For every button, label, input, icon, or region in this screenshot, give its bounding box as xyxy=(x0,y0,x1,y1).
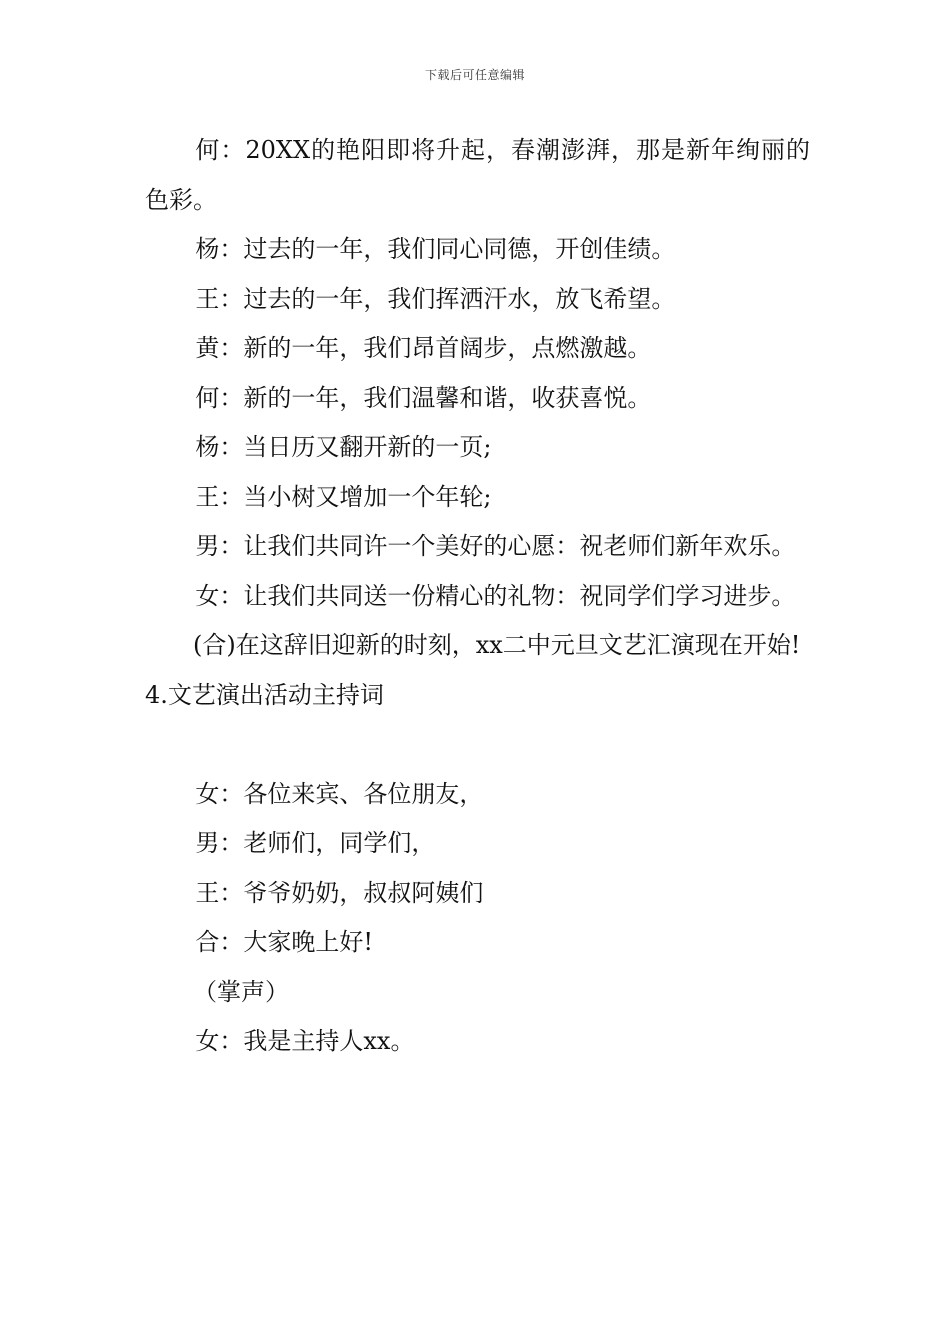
dialogue-line: 黄：新的一年，我们昂首阔步，点燃激越。 xyxy=(195,334,652,362)
dialogue-line: 杨：当日历又翻开新的一页; xyxy=(195,433,492,461)
dialogue-line: 男：老师们，同学们， xyxy=(195,829,436,857)
dialogue-line: 王：当小树又增加一个年轮; xyxy=(195,482,492,511)
dialogue-line: 何：20XX的艳阳即将升起，春潮澎湃，那是新年绚丽的色彩。 xyxy=(145,136,810,214)
document-body xyxy=(145,126,810,1067)
section-heading: 4.文艺演出活动主持词 xyxy=(145,680,384,709)
dialogue-line: 女：各位来宾、各位朋友， xyxy=(195,779,484,808)
blank-line xyxy=(145,720,810,770)
dialogue-line: 女：让我们共同送一份精心的礼物：祝同学们学习进步。 xyxy=(195,581,796,610)
dialogue-line: (合)在这辞旧迎新的时刻，xx二中元旦文艺汇演现在开始! xyxy=(193,631,801,659)
dialogue-line: 何：新的一年，我们温馨和谐，收获喜悦。 xyxy=(195,383,652,412)
dialogue-line: 合：大家晚上好! xyxy=(195,928,374,956)
dialogue-line: 王：爷爷奶奶，叔叔阿姨们 xyxy=(195,878,484,907)
dialogue-line: 女：我是主持人xx。 xyxy=(195,1027,415,1055)
page-header: 下载后可任意编辑 xyxy=(424,68,525,82)
stage-direction: （掌声） xyxy=(193,977,289,1006)
dialogue-line: 男：让我们共同许一个美好的心愿：祝老师们新年欢乐。 xyxy=(195,532,796,560)
dialogue-line: 王：过去的一年，我们挥洒汗水，放飞希望。 xyxy=(195,284,676,313)
dialogue-line: 杨：过去的一年，我们同心同德，开创佳绩。 xyxy=(195,235,676,263)
